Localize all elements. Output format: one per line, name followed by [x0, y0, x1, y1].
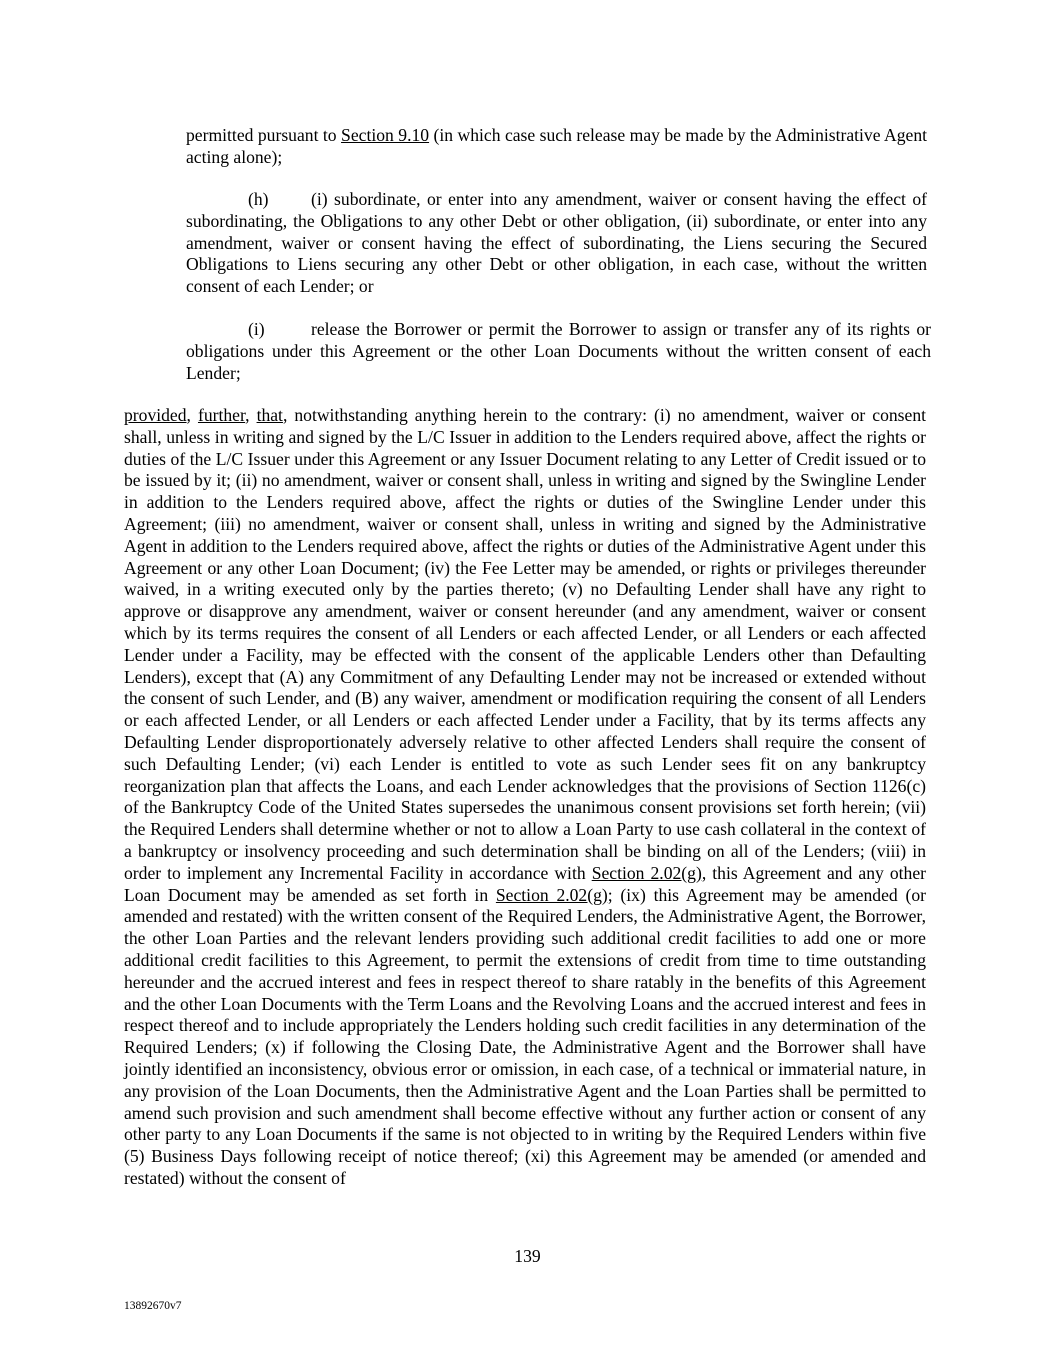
proviso-text-3: ; (ix) this Agreement may be amended (or amended and restated) with the written consent of the Required Lenders, the Administrative Agent, the Borrower, the other Loan Parties and the relevant lenders providing such additional credit facilities to add one or more additional credit facilities to this Agreement, to permit the extensions of credit from time to time outstanding hereunder and the accrued interest and fees in respect thereof to share ratably in the benefits of this Agreement and the other Loan Documents with the Term Loans and the Revolving Loans and the accrued interest and fees in respect thereof and to include appropriately the Lenders holding such credit facilities in any determination of the Required Lenders; (x) if following the Closing Date, the Administrative Agent and the Borrower shall have jointly identified an inconsistency, obvious error or omission, in each case, of a technical or immaterial nature, in any provision of the Loan Documents, then the Administrative Agent and the Loan Parties shall be permitted to amend such provision and such amendment shall become effective without any further action or consent of any other party to any Loan Documents if the same is not objected to in writing by the Required Lenders within five (5) Business Days following receipt of notice thereof; (xi) this Agreement may be amended (or amended and restated) without the consent of	[124, 884, 926, 1188]
clause-h-paragraph	[186, 189, 927, 298]
continuation-text-2: (in which case such release may be made by the Administrative Agent acting alone);	[186, 125, 928, 167]
proviso-text-1: , notwithstanding anything herein to the contrary: (i) no amendment, waiver or consent shall, unless in writing and signed by the L/C Issuer in addition to the Lenders required above, affect the rights or duties of the L/C Issuer under this Agreement or any Issuer Document relating to any Letter of Credit issued or to be issued by it; (ii) no amendment, waiver or consent shall, unless in writing and signed by the Swingline Lender in addition to the Lenders required above, affect the rights or duties of the Swingline Lender under this Agreement; (iii) no amendment, waiver or consent shall, unless in writing and signed by the Administrative Agent in addition to the Lenders required above, affect the rights or duties of the Administrative Agent under this Agreement or any other Loan Document; (iv) the Fee Letter may be amended, or rights or privileges thereunder waived, in a writing executed only by the parties thereto; (v) no Defaulting Lender shall have any right to approve or disapprove any amendment, waiver or consent hereunder (and any amendment, waiver or consent which by its terms requires the consent of all Lenders or each affected Lender, or all Lenders or each affected Lender under a Facility, may be effected with the consent of the applicable Lenders other than Defaulting Lenders), except that (A) any Commitment of any Defaulting Lender may not be increased or extended without the consent of such Lender, and (B) any waiver, amendment or modification requiring the consent of all Lenders or each affected Lender, or all Lenders or each affected Lender under a Facility, that by its terms affects any Defaulting Lender disproportionately adversely relative to other affected Lenders shall require the consent of such Defaulting Lender; (vi) each Lender is entitled to vote as such Lender sees fit on any bankruptcy reorganization plan that affects the Loans, and each Lender acknowledges that the provisions of Section 1126(c) of the Bankruptcy Code of the United States supersedes the unanimous consent provisions set forth herein; (vii) the Required Lenders shall determine whether or not to allow a Loan Party to use cash collateral in the context of a bankruptcy or insolvency proceeding and such determination shall be binding on all of the Lenders; (viii) in order to implement any Incremental Facility in accordance with	[124, 405, 927, 883]
clause-i-text: release the Borrower or permit the Borrower to assign or transfer any of its rights or obligations under this Agreement or the other Loan Documents without the written consent of each Lender;	[186, 319, 931, 383]
clause-i-label: (i)	[248, 319, 265, 339]
section-2-02g-reference-1: Section 2.02(g)	[591, 862, 702, 883]
section-9-10-reference: Section 9.10	[341, 125, 430, 145]
document-id: 13892670v7	[124, 1300, 182, 1312]
clause-i-paragraph	[186, 319, 931, 384]
page-number: 139	[514, 1246, 541, 1266]
continuation-paragraph	[186, 125, 927, 169]
separator-1: ,	[186, 405, 198, 425]
further-word: further	[197, 405, 246, 425]
clause-h-label: (h)	[248, 189, 269, 209]
continuation-text-1: permitted pursuant to	[186, 125, 342, 145]
that-word: that	[256, 405, 283, 425]
proviso-text-2: , this Agreement and any other Loan Document may be amended as set forth in	[124, 862, 926, 905]
section-2-02g-reference-2: Section 2.02(g)	[495, 884, 608, 905]
separator-2: ,	[245, 405, 257, 425]
provided-word: provided	[124, 405, 187, 425]
proviso-paragraph	[124, 405, 926, 1190]
clause-h-text: (i) subordinate, or enter into any amendment, waiver or consent having the effect of subordinating, the Obligations to any other Debt or other obligation, (ii) subordinate, or enter into any amendment, waiver or consent having the effect of subordinating, the Liens securing the Secured Obligations to Liens securing any other Debt or other obligation, in each case, without the written consent of each Lender; or	[186, 189, 927, 297]
